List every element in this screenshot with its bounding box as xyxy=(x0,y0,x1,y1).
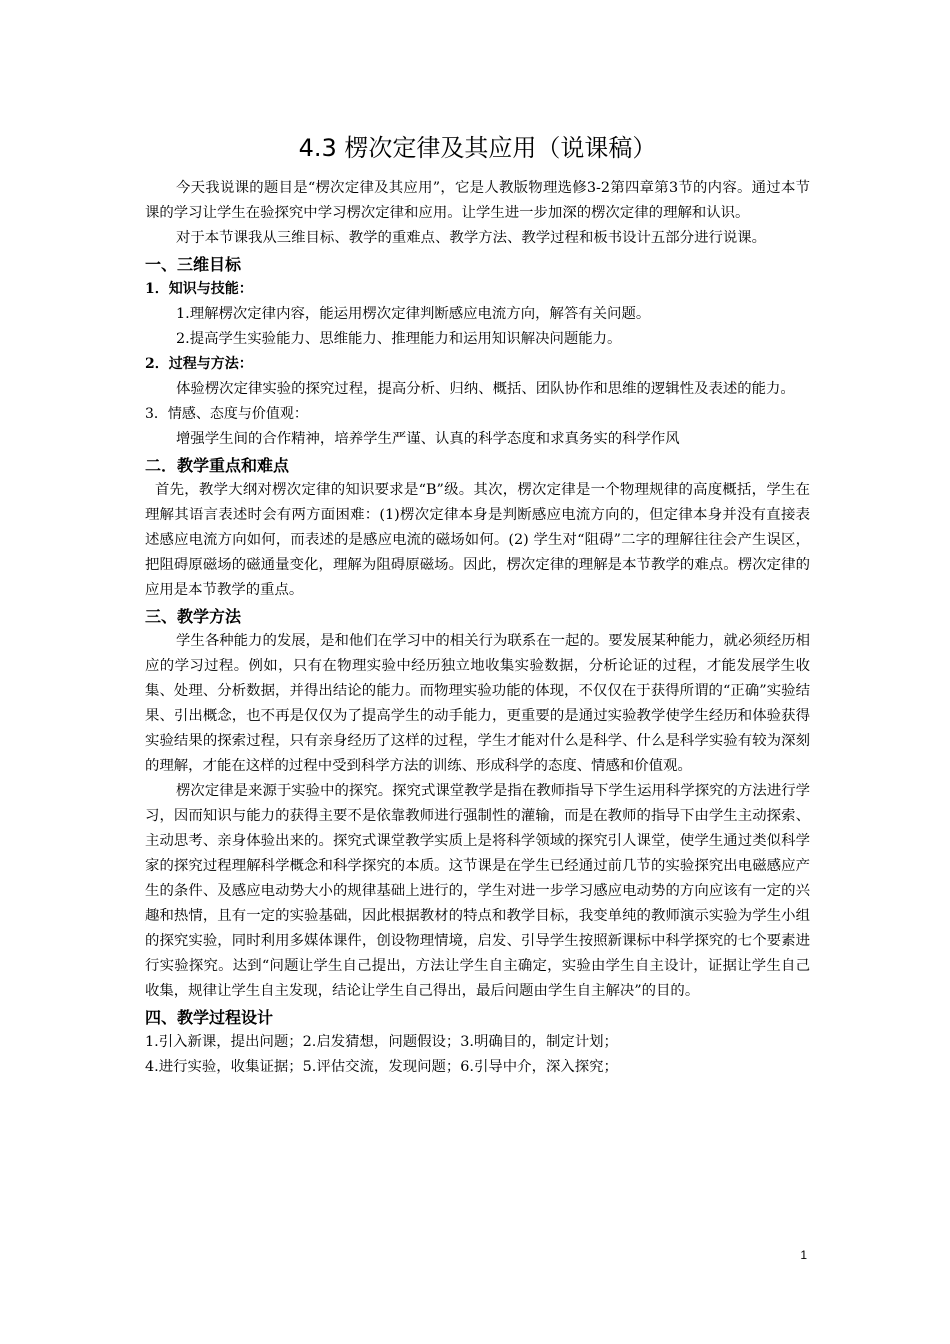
section-1-sub-1-heading: 1．知识与技能： xyxy=(145,281,253,297)
intro-paragraph-1: 今天我说课的题目是“楞次定律及其应用”，它是人教版物理选修3-2第四章第3节的内容。通过本节课的学习让学生在验探究中学习楞次定律和应用。让学生进一步加深的楞次定律的理解和认识。 xyxy=(145,180,810,221)
section-1-sub-2-text: 体验楞次定律实验的探究过程，提高分析、归纳、概括、团队协作和思维的逻辑性及表述的能力。 xyxy=(176,381,795,397)
section-3-paragraph-1: 学生各种能力的发展，是和他们在学习中的相关行为联系在一起的。要发展某种能力，就必须经历相应的学习过程。例如，只有在物理实验中经历独立地收集实验数据，分析论证的过程，才能发展学生收集、处理、分析数据，并得出结论的能力。而物理实验功能的体现，不仅仅在于获得所谓的“正确”实验结果、引出概念，也不再是仅仅为了提高学生的动手能力，更重要的是通过实验教学使学生经历和体验获得实验结果的探索过程，只有亲身经历了这样的过程，学生才能对什么是科学、什么是科学实验有较为深刻的理解，才能在这样的过程中受到科学方法的训练、形成科学的态度、情感和价值观。 xyxy=(145,633,810,774)
objective-item-1: 1.理解楞次定律内容，能运用楞次定律判断感应电流方向，解答有关问题。 xyxy=(176,306,651,322)
section-3-paragraph-2: 楞次定律是来源于实验中的探究。探究式课堂教学是指在教师指导下学生运用科学探究的方法进行学习，因而知识与能力的获得主要不是依靠教师进行强制性的灌输，而是在教师的指导下由学生主动探索、主动思考、亲身体验出来的。探究式课堂教学实质上是将科学领域的探究引人课堂，使学生通过类似科学家的探究过程理解科学概念和科学探究的本质。这节课是在学生已经通过前几节的实验探究出电磁感应产生的条件、及感应电动势大小的规律基础上进行的，学生对进一步学习感应电动势的方向应该有一定的兴趣和热情，且有一定的实验基础，因此根据教材的特点和教学目标，我变单纯的教师演示实验为学生小组的探究实验，同时利用多媒体课件，创设物理情境，启发、引导学生按照新课标中科学探究的七个要素进行实验探究。达到“问题让学生自己提出，方法让学生自主确定，实验由学生自主设计，证据让学生自己收集，规律让学生自主发现，结论让学生自己得出，最后问题由学生自主解决”的目的。 xyxy=(145,783,810,999)
section-3-heading: 三、教学方法 xyxy=(145,607,242,626)
section-1-sub-3-text: 增强学生间的合作精神，培养学生严谨、认真的科学态度和求真务实的科学作风 xyxy=(176,431,680,447)
objective-item-2: 2.提高学生实验能力、思维能力、推理能力和运用知识解决问题能力。 xyxy=(176,331,622,347)
section-1-sub-3-heading: 3．情感、态度与价值观： xyxy=(145,406,308,422)
section-4-line-1: 1.引入新课，提出问题；2.启发猜想，问题假设；3.明确目的，制定计划； xyxy=(145,1034,618,1050)
section-1-sub-2-heading: 2．过程与方法： xyxy=(145,356,253,372)
intro-paragraph-2: 对于本节课我从三维目标、教学的重难点、教学方法、教学过程和板书设计五部分进行说课。 xyxy=(176,230,767,246)
section-4-heading: 四、教学过程设计 xyxy=(145,1008,274,1027)
section-2-heading: 二．教学重点和难点 xyxy=(145,456,290,475)
document-title: 4.3 楞次定律及其应用（说课稿） xyxy=(298,134,657,162)
section-2-text: 首先，教学大纲对楞次定律的知识要求是“B”级。其次，楞次定律是一个物理规律的高度概括，学生在理解其语言表述时会有两方面困难：(1)楞次定律本身是判断感应电流方向的，但定律本身并没有直接表述感应电流方向如何，而表述的是感应电流的磁场如何。(2) 学生对“阻碍”二字的理解往往会产生误区，把阻碍原磁场的磁通量变化，理解为阻碍原磁场。因此，楞次定律的理解是本节教学的难点。楞次定律的应用是本节教学的重点。 xyxy=(145,482,810,598)
section-4-line-2: 4.进行实验，收集证据；5.评估交流，发现问题；6.引导中介，深入探究； xyxy=(145,1059,618,1075)
document-body xyxy=(145,130,810,1080)
section-1-heading: 一、三维目标 xyxy=(145,255,242,274)
page-number: 1 xyxy=(800,1248,807,1262)
